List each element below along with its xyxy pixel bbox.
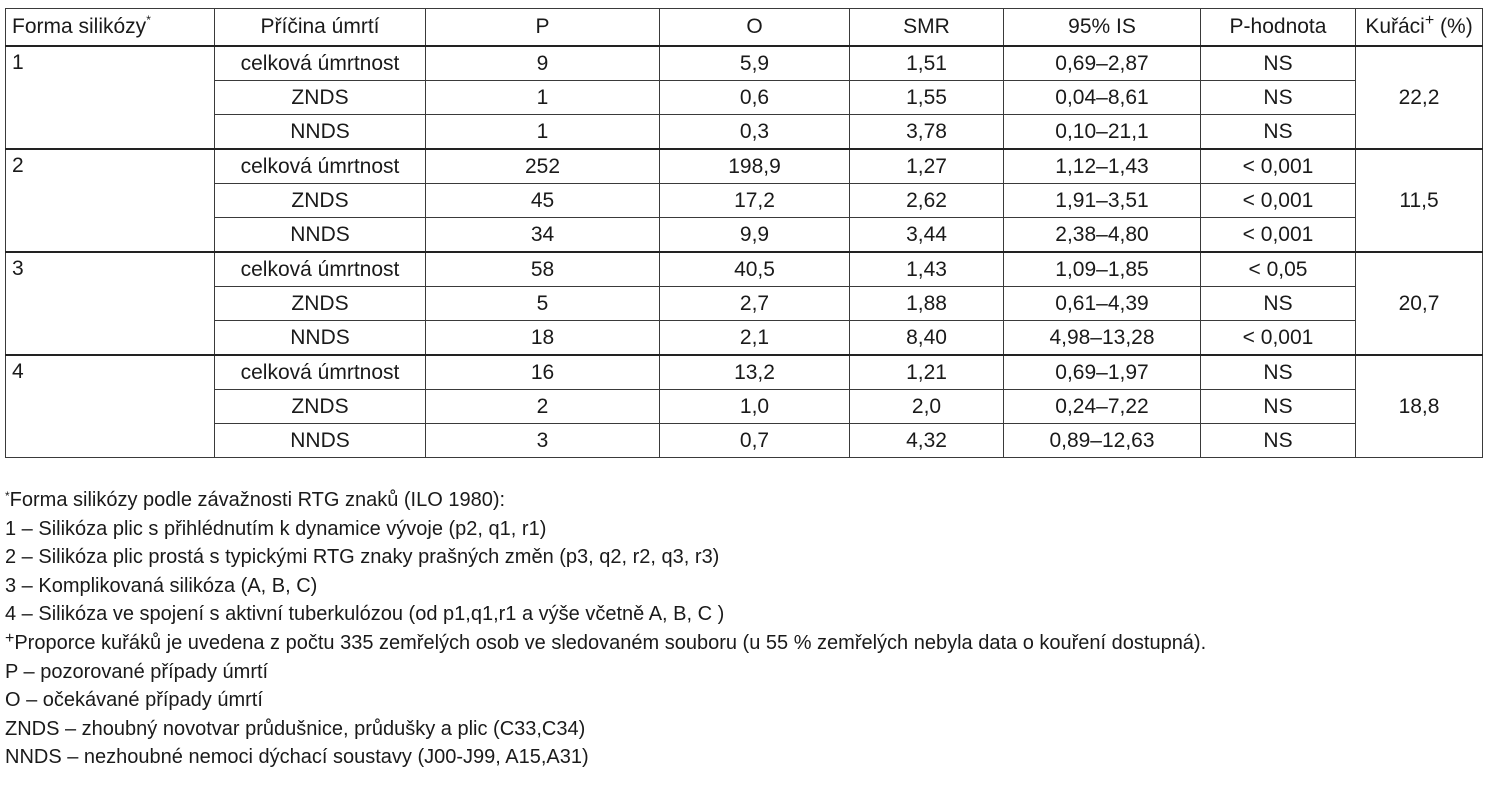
header-o: O: [660, 9, 850, 47]
cell-form: 3: [6, 252, 215, 355]
cell-cause: celková úmrtnost: [215, 252, 426, 287]
cell-o: 2,7: [660, 287, 850, 321]
cell-cause: NNDS: [215, 424, 426, 458]
cell-ci: 0,69–1,97: [1004, 355, 1201, 390]
footnote-znds-definition: ZNDS – zhoubný novotvar průdušnice, průdušky a plic (C33,C34): [5, 717, 586, 740]
cell-ci: 0,04–8,61: [1004, 81, 1201, 115]
table-row: [6, 46, 1483, 81]
cell-smr: 1,88: [850, 287, 1004, 321]
footnote-nnds-definition: NNDS – nezhoubné nemoci dýchací soustavy (J00-J99, A15,A31): [5, 746, 589, 769]
table-footnotes: [5, 484, 1483, 772]
table-row: [6, 149, 1483, 184]
cell-o: 0,6: [660, 81, 850, 115]
header-form-mark: *: [146, 13, 151, 27]
cell-p: 2: [426, 390, 660, 424]
cell-o: 5,9: [660, 46, 850, 81]
cell-cause: NNDS: [215, 321, 426, 356]
cell-ci: 0,89–12,63: [1004, 424, 1201, 458]
footnote-plus: +Proporce kuřáků je uvedena z počtu 335 zemřelých osob ve sledovaném souboru (u 55 % zemřelých nebyla data o kouření dostupná).: [5, 629, 1207, 654]
table-row: [6, 81, 1483, 115]
cell-pval: NS: [1201, 287, 1356, 321]
cell-smokers: 22,2: [1356, 46, 1483, 149]
table-row: [6, 321, 1483, 356]
table-header-row: [6, 9, 1483, 47]
header-form: Forma silikózy*: [6, 9, 215, 47]
table-row: [6, 390, 1483, 424]
footnote-p-definition: P – pozorované případy úmrtí: [5, 660, 269, 683]
cell-smr: 1,21: [850, 355, 1004, 390]
cell-p: 58: [426, 252, 660, 287]
cell-cause: ZNDS: [215, 390, 426, 424]
cell-cause: ZNDS: [215, 184, 426, 218]
footnote-form-1: 1 – Silikóza plic s přihlédnutím k dynamice vývoje (p2, q1, r1): [5, 517, 547, 540]
cell-smr: 3,44: [850, 218, 1004, 253]
header-smr: SMR: [850, 9, 1004, 47]
cell-cause: ZNDS: [215, 287, 426, 321]
cell-smr: 2,0: [850, 390, 1004, 424]
cell-smr: 8,40: [850, 321, 1004, 356]
cell-cause: celková úmrtnost: [215, 355, 426, 390]
cell-cause: celková úmrtnost: [215, 46, 426, 81]
footnote-form-4: 4 – Silikóza ve spojení s aktivní tuberkulózou (od p1,q1,r1 a výše včetně A, B, C ): [5, 603, 725, 626]
header-pval: P-hodnota: [1201, 9, 1356, 47]
footnote-star: *Forma silikózy podle závažnosti RTG znaků (ILO 1980):: [5, 489, 506, 511]
cell-smokers: 11,5: [1356, 149, 1483, 252]
cell-o: 40,5: [660, 252, 850, 287]
table-row: [6, 287, 1483, 321]
cell-pval: < 0,001: [1201, 149, 1356, 184]
cell-o: 9,9: [660, 218, 850, 253]
cell-o: 198,9: [660, 149, 850, 184]
cell-pval: NS: [1201, 46, 1356, 81]
cell-smr: 1,55: [850, 81, 1004, 115]
header-cause: Příčina úmrtí: [215, 9, 426, 47]
cell-o: 2,1: [660, 321, 850, 356]
footnote-form-3: 3 – Komplikovaná silikóza (A, B, C): [5, 574, 318, 597]
footnote-form-2: 2 – Silikóza plic prostá s typickými RTG znaky prašných změn (p3, q2, r2, q3, r3): [5, 546, 720, 569]
cell-ci: 0,24–7,22: [1004, 390, 1201, 424]
cell-smr: 1,43: [850, 252, 1004, 287]
cell-cause: celková úmrtnost: [215, 149, 426, 184]
cell-cause: ZNDS: [215, 81, 426, 115]
cell-pval: < 0,001: [1201, 321, 1356, 356]
cell-form: 4: [6, 355, 215, 458]
cell-o: 17,2: [660, 184, 850, 218]
cell-pval: < 0,001: [1201, 218, 1356, 253]
cell-form: 1: [6, 46, 215, 149]
cell-pval: NS: [1201, 355, 1356, 390]
table-row: [6, 218, 1483, 253]
cell-smr: 3,78: [850, 115, 1004, 150]
cell-ci: 1,91–3,51: [1004, 184, 1201, 218]
silicosis-mortality-table: [5, 8, 1483, 458]
cell-p: 5: [426, 287, 660, 321]
cell-cause: NNDS: [215, 115, 426, 150]
table-row: [6, 252, 1483, 287]
cell-pval: NS: [1201, 390, 1356, 424]
table-row: [6, 115, 1483, 150]
cell-pval: NS: [1201, 424, 1356, 458]
cell-smr: 4,32: [850, 424, 1004, 458]
cell-o: 1,0: [660, 390, 850, 424]
cell-p: 45: [426, 184, 660, 218]
table-row: [6, 424, 1483, 458]
cell-o: 0,3: [660, 115, 850, 150]
cell-smr: 1,51: [850, 46, 1004, 81]
cell-pval: NS: [1201, 115, 1356, 150]
cell-p: 1: [426, 115, 660, 150]
cell-p: 9: [426, 46, 660, 81]
table-body: [6, 46, 1483, 458]
cell-ci: 0,69–2,87: [1004, 46, 1201, 81]
cell-ci: 0,10–21,1: [1004, 115, 1201, 150]
cell-smokers: 18,8: [1356, 355, 1483, 458]
table-row: [6, 355, 1483, 390]
cell-pval: < 0,05: [1201, 252, 1356, 287]
cell-p: 1: [426, 81, 660, 115]
cell-p: 3: [426, 424, 660, 458]
cell-ci: 4,98–13,28: [1004, 321, 1201, 356]
cell-p: 18: [426, 321, 660, 356]
cell-ci: 2,38–4,80: [1004, 218, 1201, 253]
cell-form: 2: [6, 149, 215, 252]
cell-pval: NS: [1201, 81, 1356, 115]
cell-smr: 1,27: [850, 149, 1004, 184]
table-row: [6, 184, 1483, 218]
cell-p: 252: [426, 149, 660, 184]
header-ci: 95% IS: [1004, 9, 1201, 47]
header-p: P: [426, 9, 660, 47]
cell-pval: < 0,001: [1201, 184, 1356, 218]
cell-smokers: 20,7: [1356, 252, 1483, 355]
header-smokers: Kuřáci+ (%): [1356, 9, 1483, 47]
header-smokers-mark: +: [1424, 12, 1435, 29]
cell-cause: NNDS: [215, 218, 426, 253]
cell-ci: 0,61–4,39: [1004, 287, 1201, 321]
footnote-o-definition: O – očekávané případy úmrtí: [5, 689, 263, 712]
cell-ci: 1,12–1,43: [1004, 149, 1201, 184]
cell-o: 13,2: [660, 355, 850, 390]
cell-p: 16: [426, 355, 660, 390]
cell-smr: 2,62: [850, 184, 1004, 218]
cell-ci: 1,09–1,85: [1004, 252, 1201, 287]
cell-o: 0,7: [660, 424, 850, 458]
cell-p: 34: [426, 218, 660, 253]
